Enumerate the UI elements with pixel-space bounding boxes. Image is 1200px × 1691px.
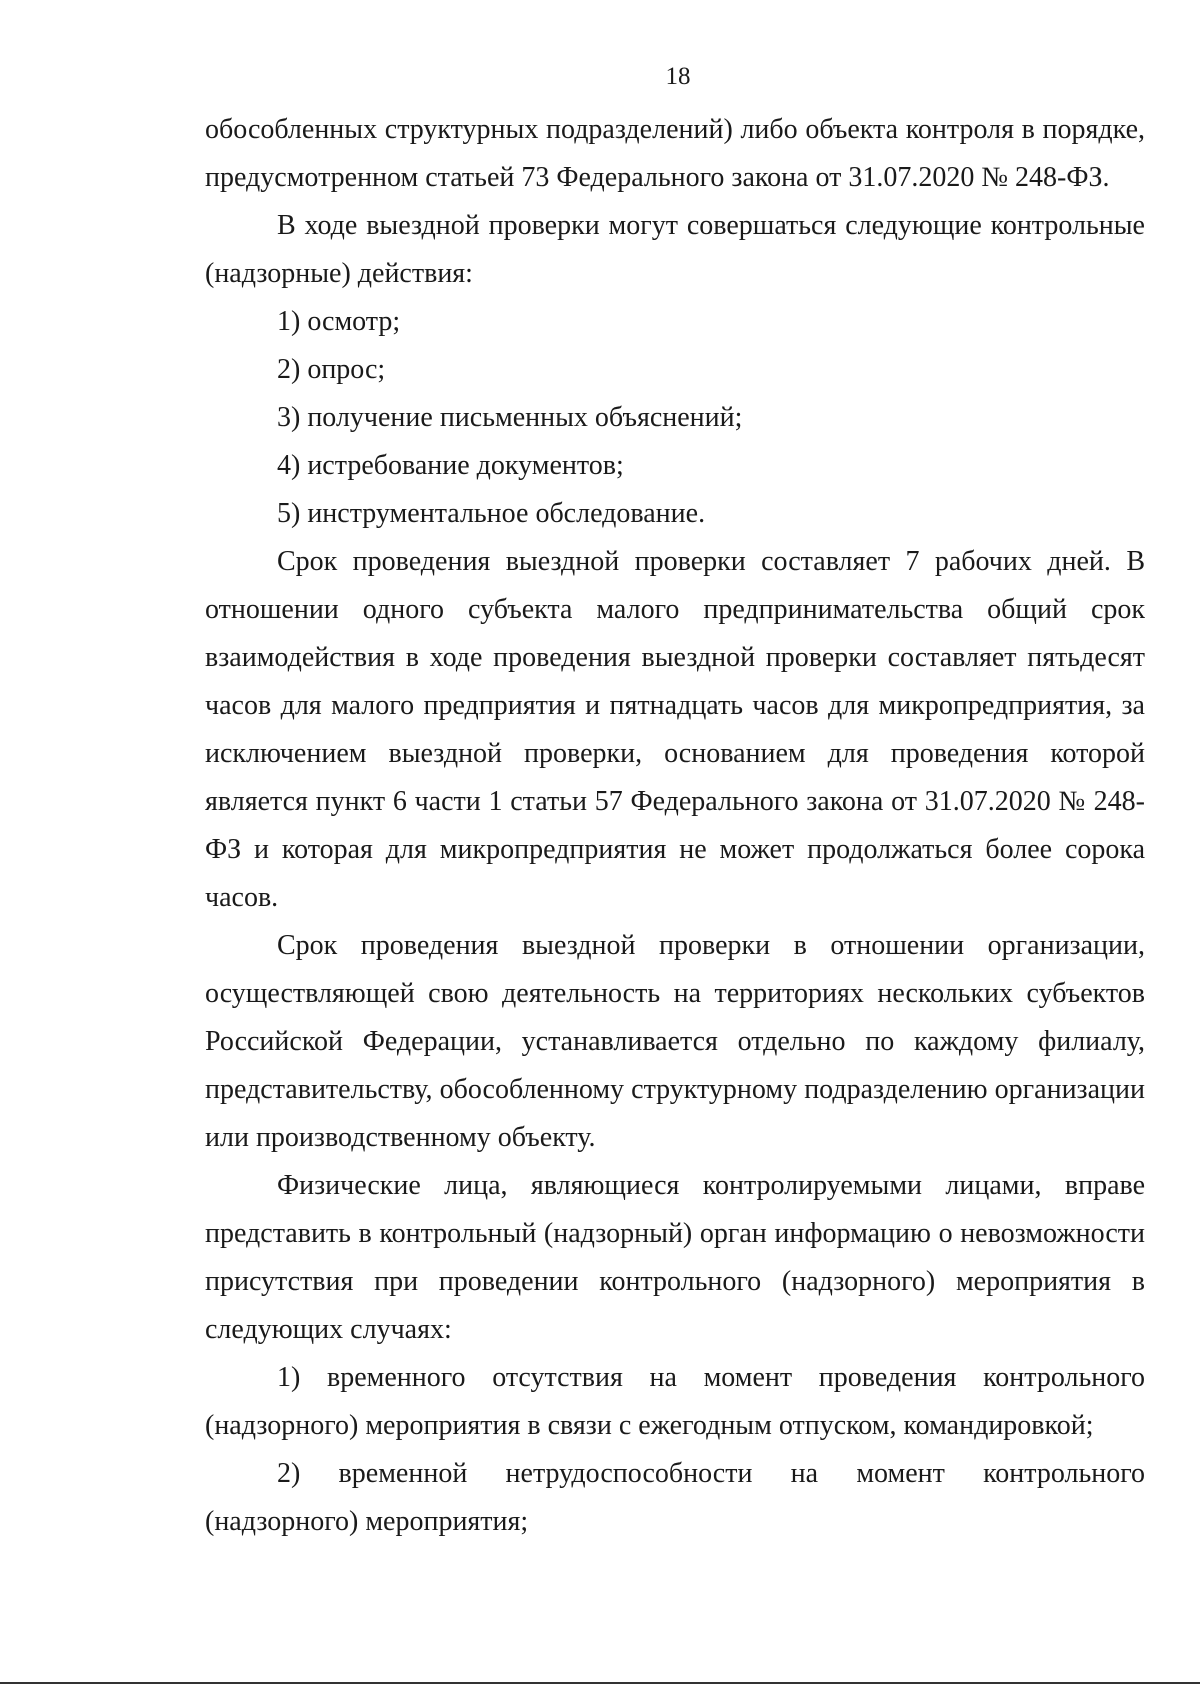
paragraph-continuation: обособленных структурных подразделений) либо объекта контроля в порядке, предусмотренном статьей 73 Федерального закона от 31.07.2020 № 248-ФЗ. <box>205 114 1145 193</box>
bottom-edge-line <box>0 1682 1200 1684</box>
list-item-written-explanations: 3) получение письменных объяснений; <box>277 402 743 433</box>
list-item-instrumental-examination: 5) инструментальное обследование. <box>277 498 706 529</box>
list-item-temporary-disability: 2) временной нетрудоспособности на момент контрольного (надзорного) мероприятия; <box>205 1458 1145 1537</box>
paragraph-inspection-actions-intro: В ходе выездной проверки могут совершаться следующие контрольные (надзорные) действия: <box>205 210 1145 289</box>
list-item-survey: 2) опрос; <box>277 354 386 385</box>
list-item-temporary-absence: 1) временного отсутствия на момент проведения контрольного (надзорного) мероприятия в связи с ежегодным отпуском, командировкой; <box>205 1362 1145 1441</box>
list-item-document-request: 4) истребование документов; <box>277 450 624 481</box>
list-item-inspection: 1) осмотр; <box>277 306 401 337</box>
document-body <box>205 106 1145 1546</box>
paragraph-absence-notice: Физические лица, являющиеся контролируемыми лицами, вправе представить в контрольный (надзорный) орган информацию о невозможности присутствия при проведении контрольного (надзорного) мероприятия в следующих случаях: <box>205 1170 1145 1345</box>
page-number: 18 <box>665 63 691 90</box>
paragraph-multi-region-duration: Срок проведения выездной проверки в отношении организации, осуществляющей свою деятельность на территориях нескольких субъектов Российской Федерации, устанавливается отдельно по каждому филиалу, представительству, обособленному структурному подразделению организации или производственному объекту. <box>205 930 1145 1153</box>
paragraph-inspection-duration: Срок проведения выездной проверки составляет 7 рабочих дней. В отношении одного субъекта малого предпринимательства общий срок взаимодействия в ходе проведения выездной проверки составляет пятьдесят часов для малого предприятия и пятнадцать часов для микропредприятия, за исключением выездной проверки, основанием для проведения которой является пункт 6 части 1 статьи 57 Федерального закона от 31.07.2020 № 248-ФЗ и которая для микропредприятия не может продолжаться более сорока часов. <box>205 546 1145 913</box>
